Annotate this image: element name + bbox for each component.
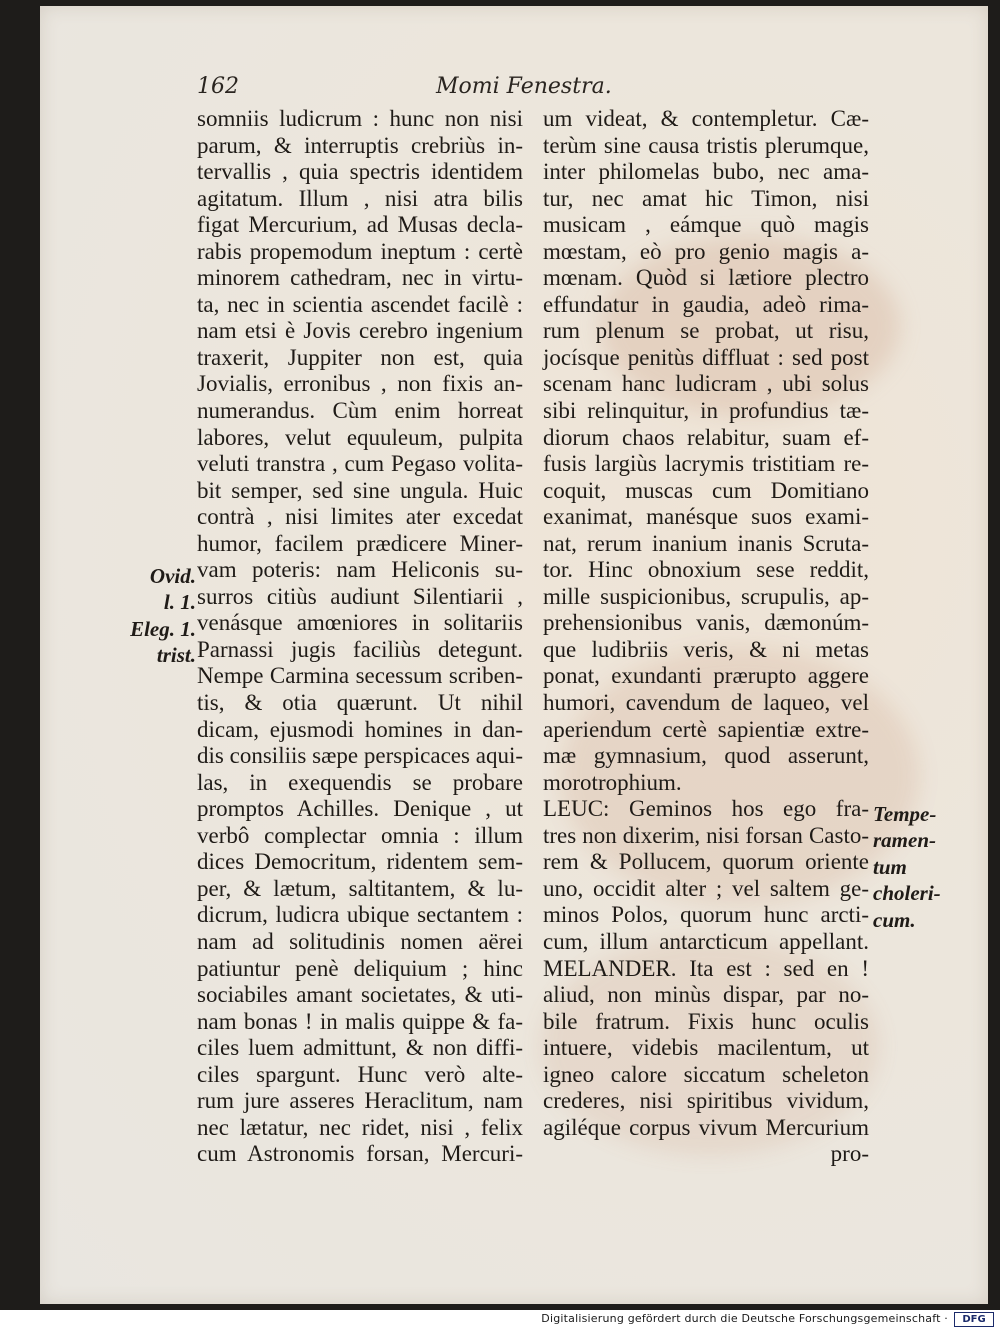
text-line: inter philomelas bubo, nec ama- bbox=[543, 159, 869, 185]
text-line: aliud, non minùs dispar, par no- bbox=[543, 982, 869, 1008]
right-margin-note: choleri- bbox=[873, 881, 941, 905]
text-line: mæ gymnasium, quod asserunt, bbox=[543, 743, 869, 769]
text-line: dicrum, ludicra ubique sectantem : bbox=[197, 902, 523, 928]
text-line: intuere, videbis macilentum, ut bbox=[543, 1035, 869, 1061]
right-margin-note: tum bbox=[873, 855, 907, 879]
text-line: coquit, muscas cum Domitiano bbox=[543, 477, 869, 503]
text-line: rem & Pollucem, quorum oriente bbox=[543, 849, 869, 875]
text-line: numerandus. Cùm enim horreat bbox=[197, 398, 523, 424]
right-margin-note: ramen- bbox=[873, 828, 936, 852]
text-line: bit semper, sed sine ungula. Huic bbox=[197, 477, 523, 503]
text-line: scenam hanc ludicram , ubi solus bbox=[543, 371, 869, 397]
text-line: verbô complectar omnia : illum bbox=[197, 822, 523, 848]
running-title: Momi Fenestra. bbox=[436, 74, 612, 99]
text-line: jocísque penitùs diffluat : sed post bbox=[543, 344, 869, 370]
text-line: rabis propemodum ineptum : certè bbox=[197, 238, 523, 264]
text-line: veluti transtra , cum Pegaso volita- bbox=[197, 451, 523, 477]
text-line: labores, velut equuleum, pulpita bbox=[197, 424, 523, 450]
right-text-column bbox=[543, 106, 869, 1168]
text-line: surros citiùs audiunt Silentiarii , bbox=[197, 583, 523, 609]
text-line: um videat, & contempletur. Cæ- bbox=[543, 106, 869, 131]
funding-credit: Digitalisierung gefördert durch die Deutsche Forschungsgemeinschaft · bbox=[541, 1312, 948, 1325]
left-margin-note: Eleg. 1. bbox=[130, 617, 196, 641]
text-line: sibi relinquitur, in profundius tæ- bbox=[543, 398, 869, 424]
text-line: terùm sine causa tristis plerumque, bbox=[543, 132, 869, 158]
text-line: parum, & interruptis crebriùs in- bbox=[197, 132, 523, 158]
left-margin-note: trist. bbox=[156, 643, 196, 667]
text-line: ta, nec in scientia ascendet facilè : bbox=[197, 291, 523, 317]
text-line: ciles spargunt. Hunc verò alte- bbox=[197, 1061, 523, 1087]
text-line: aperiendum certè sapientiæ extre- bbox=[543, 716, 869, 742]
text-line: humor, facilem prædicere Miner- bbox=[197, 530, 523, 556]
text-line: figat Mercurium, ad Musas decla- bbox=[197, 212, 523, 238]
text-line: rum plenum se probat, ut risu, bbox=[543, 318, 869, 344]
text-line: agitatum. Illum , nisi atra bilis bbox=[197, 185, 523, 211]
text-line: ponat, exundanti prærupto aggere bbox=[543, 663, 869, 689]
text-line: las, in exequendis se probare bbox=[197, 769, 523, 795]
text-line: effundatur in gaudia, adeò rima- bbox=[543, 291, 869, 317]
text-line: humori, cavendum de laqueo, vel bbox=[543, 690, 869, 716]
text-line: Nempe Carmina secessum scriben- bbox=[197, 663, 523, 689]
text-line: bile fratrum. Fixis hunc oculis bbox=[543, 1008, 869, 1034]
right-margin-note: Tempe- bbox=[873, 802, 937, 826]
text-line: que ludibriis veris, & ni metas bbox=[543, 636, 869, 662]
text-line: LEUC: Geminos hos ego fra- bbox=[543, 796, 869, 822]
page-number: 162 bbox=[197, 74, 239, 99]
text-line: musicam , eámque quò magis bbox=[543, 212, 869, 238]
text-line: Parnassi jugis faciliùs detegunt. bbox=[197, 636, 523, 662]
text-line: ciles luem admittunt, & non diffi- bbox=[197, 1035, 523, 1061]
text-line: diorum chaos relabitur, suam ef- bbox=[543, 424, 869, 450]
text-line: nam bonas ! in malis quippe & fa- bbox=[197, 1008, 523, 1034]
text-line: venásque amœniores in solitariis bbox=[197, 610, 523, 636]
text-line: dices Democritum, ridentem sem- bbox=[197, 849, 523, 875]
text-line: nat, rerum inanium inanis Scruta- bbox=[543, 530, 869, 556]
footer-bar bbox=[0, 1310, 1000, 1331]
text-line: mœnam. Quòd si lætiore plectro bbox=[543, 265, 869, 291]
text-line: per, & lætum, saltitantem, & lu- bbox=[197, 875, 523, 901]
text-line: somniis ludicrum : hunc non nisi bbox=[197, 106, 523, 131]
text-line: dis consiliis sæpe perspicaces aqui- bbox=[197, 743, 523, 769]
text-line: sociabiles amant societates, & uti- bbox=[197, 982, 523, 1008]
text-line: pro- bbox=[830, 1141, 869, 1167]
left-text-column bbox=[197, 106, 523, 1168]
text-line: minorem cathedram, nec in virtu- bbox=[197, 265, 523, 291]
text-line: igneo calore siccatum scheleton bbox=[543, 1061, 869, 1087]
text-line: uno, occidit alter ; vel saltem ge- bbox=[543, 875, 869, 901]
text-line: patiuntur penè deliquium ; hinc bbox=[197, 955, 523, 981]
text-line: agiléque corpus vivum Mercurium bbox=[543, 1114, 869, 1140]
text-line: dicam, ejusmodi homines in dan- bbox=[197, 716, 523, 742]
text-line: Jovialis, erronibus , non fixis an- bbox=[197, 371, 523, 397]
text-line: exanimat, manésque suos exami- bbox=[543, 504, 869, 530]
text-line: mœstam, eò pro genio magis a- bbox=[543, 238, 869, 264]
dfg-logo: DFG bbox=[954, 1312, 994, 1327]
text-line: nam etsi è Jovis cerebro ingenium bbox=[197, 318, 523, 344]
text-line: morotrophium. bbox=[543, 769, 682, 795]
text-line: nec lætatur, nec ridet, nisi , felix bbox=[197, 1114, 523, 1140]
text-line: MELANDER. Ita est : sed en ! bbox=[543, 955, 869, 981]
text-line: tor. Hinc obnoxium sese reddit, bbox=[543, 557, 869, 583]
right-margin-note: cum. bbox=[873, 908, 916, 932]
text-line: contrà , nisi limites ater excedat bbox=[197, 504, 523, 530]
text-line: minos Polos, quorum hunc arcti- bbox=[543, 902, 869, 928]
text-line: cum Astronomis forsan, Mercuri- bbox=[197, 1141, 523, 1167]
text-line: tis, & otia quærunt. Ut nihil bbox=[197, 690, 523, 716]
text-line: tervallis , quia spectris identidem bbox=[197, 159, 523, 185]
text-line: vam poteris: nam Heliconis su- bbox=[197, 557, 523, 583]
text-line: traxerit, Juppiter non est, quia bbox=[197, 344, 523, 370]
left-margin-note: l. 1. bbox=[163, 590, 196, 614]
text-line: cum, illum antarcticum appellant. bbox=[543, 928, 869, 954]
text-line: fusis largiùs lacrymis tristitiam re- bbox=[543, 451, 869, 477]
text-line: tres non dixerim, nisi forsan Casto- bbox=[543, 822, 869, 848]
left-margin-note: Ovid. bbox=[149, 564, 196, 588]
text-line: promptos Achilles. Denique , ut bbox=[197, 796, 523, 822]
text-line: mille suspicionibus, scrupulis, ap- bbox=[543, 583, 869, 609]
text-line: prehensionibus vanis, dæmonúm- bbox=[543, 610, 869, 636]
text-line: tur, nec amat hic Timon, nisi bbox=[543, 185, 869, 211]
text-line: nam ad solitudinis nomen aërei bbox=[197, 928, 523, 954]
text-line: crederes, nisi spiritibus vividum, bbox=[543, 1088, 869, 1114]
text-line: rum jure asseres Heraclitum, nam bbox=[197, 1088, 523, 1114]
